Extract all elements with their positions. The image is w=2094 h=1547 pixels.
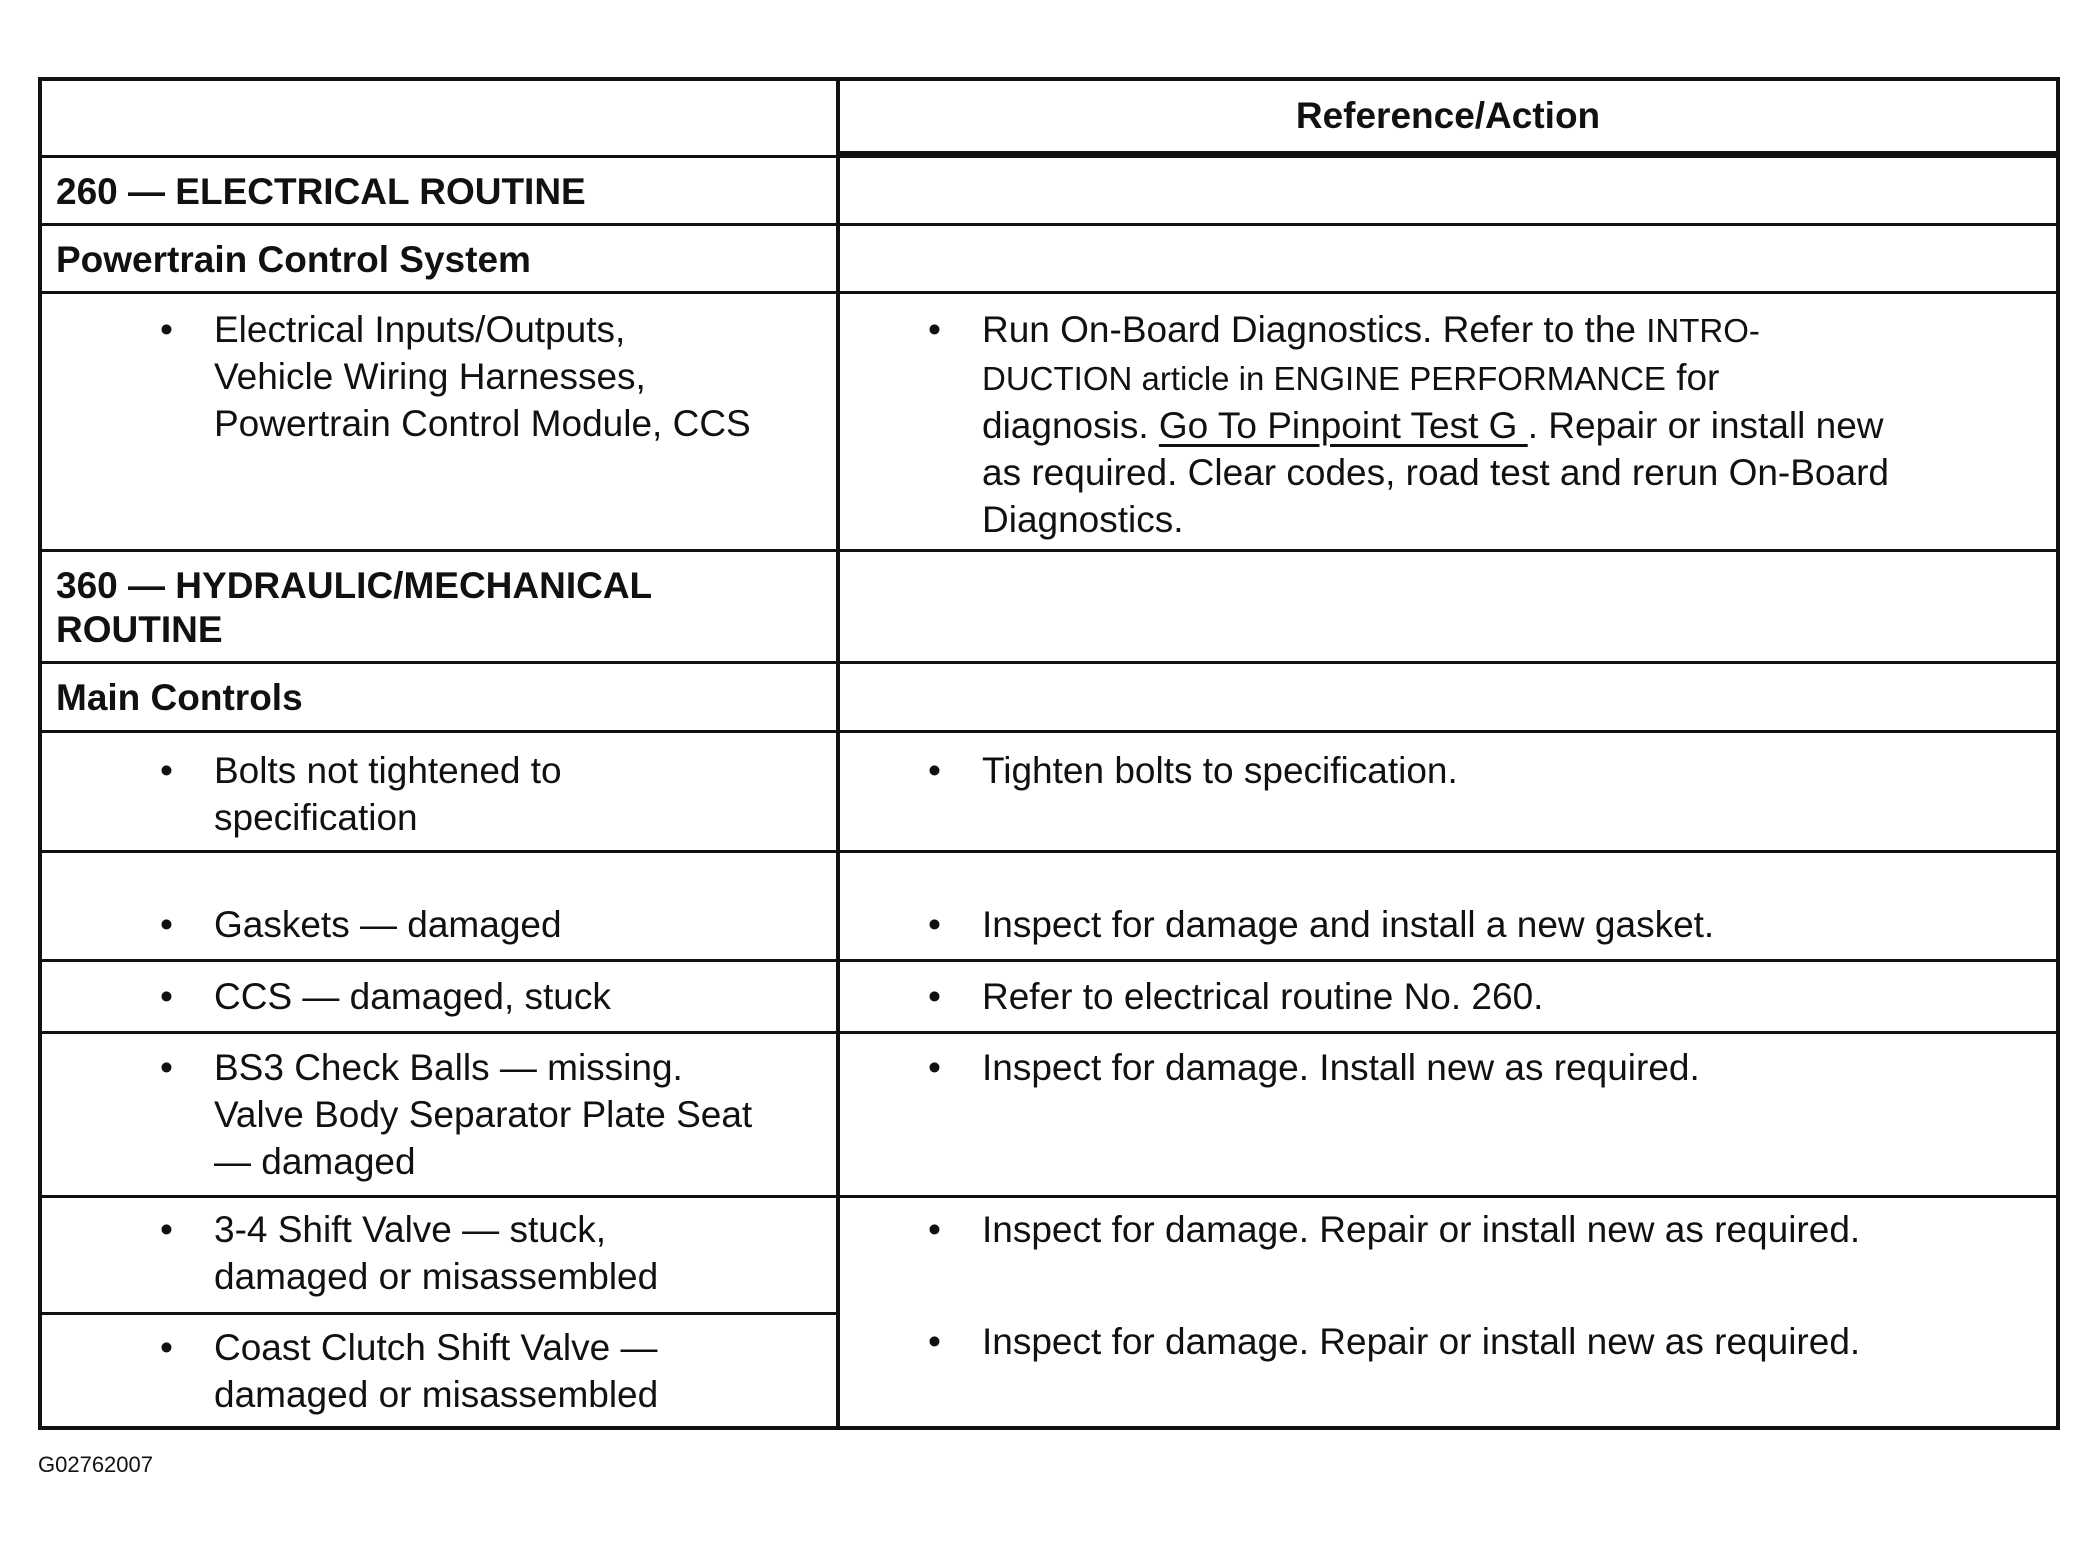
bullet-icon: • [160,976,173,1017]
table-header-row [42,81,2056,155]
condition-text: CCS — damaged, stuck [214,976,611,1017]
condition-text: Gaskets — damaged [214,904,562,945]
subsection-title-main-controls: Main Controls [56,677,303,718]
condition-text: Bolts not tightened to specification [214,750,562,838]
action-text: Inspect for damage and install a new gasket. [982,904,1715,945]
header-left-cell [42,81,836,155]
bullet-icon: • [160,309,173,350]
condition-text: Coast Clutch Shift Valve — damaged or misassembled [214,1327,659,1415]
header-right-cell [836,81,2056,155]
diagnostic-table [38,77,2060,1430]
subsection-row-pcs [42,223,2056,294]
bullet-icon: • [928,976,941,1017]
bullet-icon: • [160,1209,173,1250]
bullet-icon: • [160,1047,173,1088]
bullet-icon: • [928,1209,941,1250]
action-text: Refer to electrical routine No. 260. [982,976,1544,1017]
bullet-icon: • [928,1047,941,1088]
column-header-reference-action: Reference/Action [1295,95,1601,136]
bullet-icon: • [928,1321,941,1362]
table-row [42,1195,2056,1315]
table-row [42,1031,2056,1198]
bullet-icon: • [160,1327,173,1368]
table-row [42,730,2056,853]
action-text: Run On-Board Diagnostics. Refer to the INTRO- DUCTION article in ENGINE PERFORMANCE for diagnosis. Go To Pinpoint Test G . Repair or install new as required. Clear codes, road test and rerun On-Board Diagnostics. [982,309,1889,540]
bullet-icon: • [160,750,173,791]
pinpoint-test-link[interactable]: Go To Pinpoint Test G [1158,405,1528,446]
action-text: Tighten bolts to specification. [982,750,1458,791]
action-text: Inspect for damage. Repair or install new as required. [982,1321,1861,1362]
condition-text: 3-4 Shift Valve — stuck, damaged or misassembled [214,1209,659,1297]
table-row [42,850,2056,962]
bullet-icon: • [928,309,941,350]
action-text: Inspect for damage. Repair or install new as required. [982,1209,1861,1250]
subsection-title-pcs: Powertrain Control System [56,239,531,280]
bullet-icon: • [928,904,941,945]
table-row [42,291,2056,552]
condition-text: Electrical Inputs/Outputs, Vehicle Wiring Harnesses, Powertrain Control Module, CCS [214,309,751,444]
figure-id: G02762007 [38,1452,153,1477]
table-row [42,959,2056,1034]
bullet-icon: • [160,904,173,945]
section-title-260: 260 — ELECTRICAL ROUTINE [56,171,586,212]
section-row-260 [42,155,2056,226]
section-title-360: 360 — HYDRAULIC/MECHANICAL ROUTINE [56,565,653,650]
condition-text: BS3 Check Balls — missing. Valve Body Separator Plate Seat — damaged [214,1047,753,1182]
subsection-row-main-controls [42,661,2056,733]
table-row [42,1312,2056,1430]
bullet-icon: • [928,750,941,791]
section-row-360 [42,549,2056,664]
action-text: Inspect for damage. Install new as required. [982,1047,1700,1088]
